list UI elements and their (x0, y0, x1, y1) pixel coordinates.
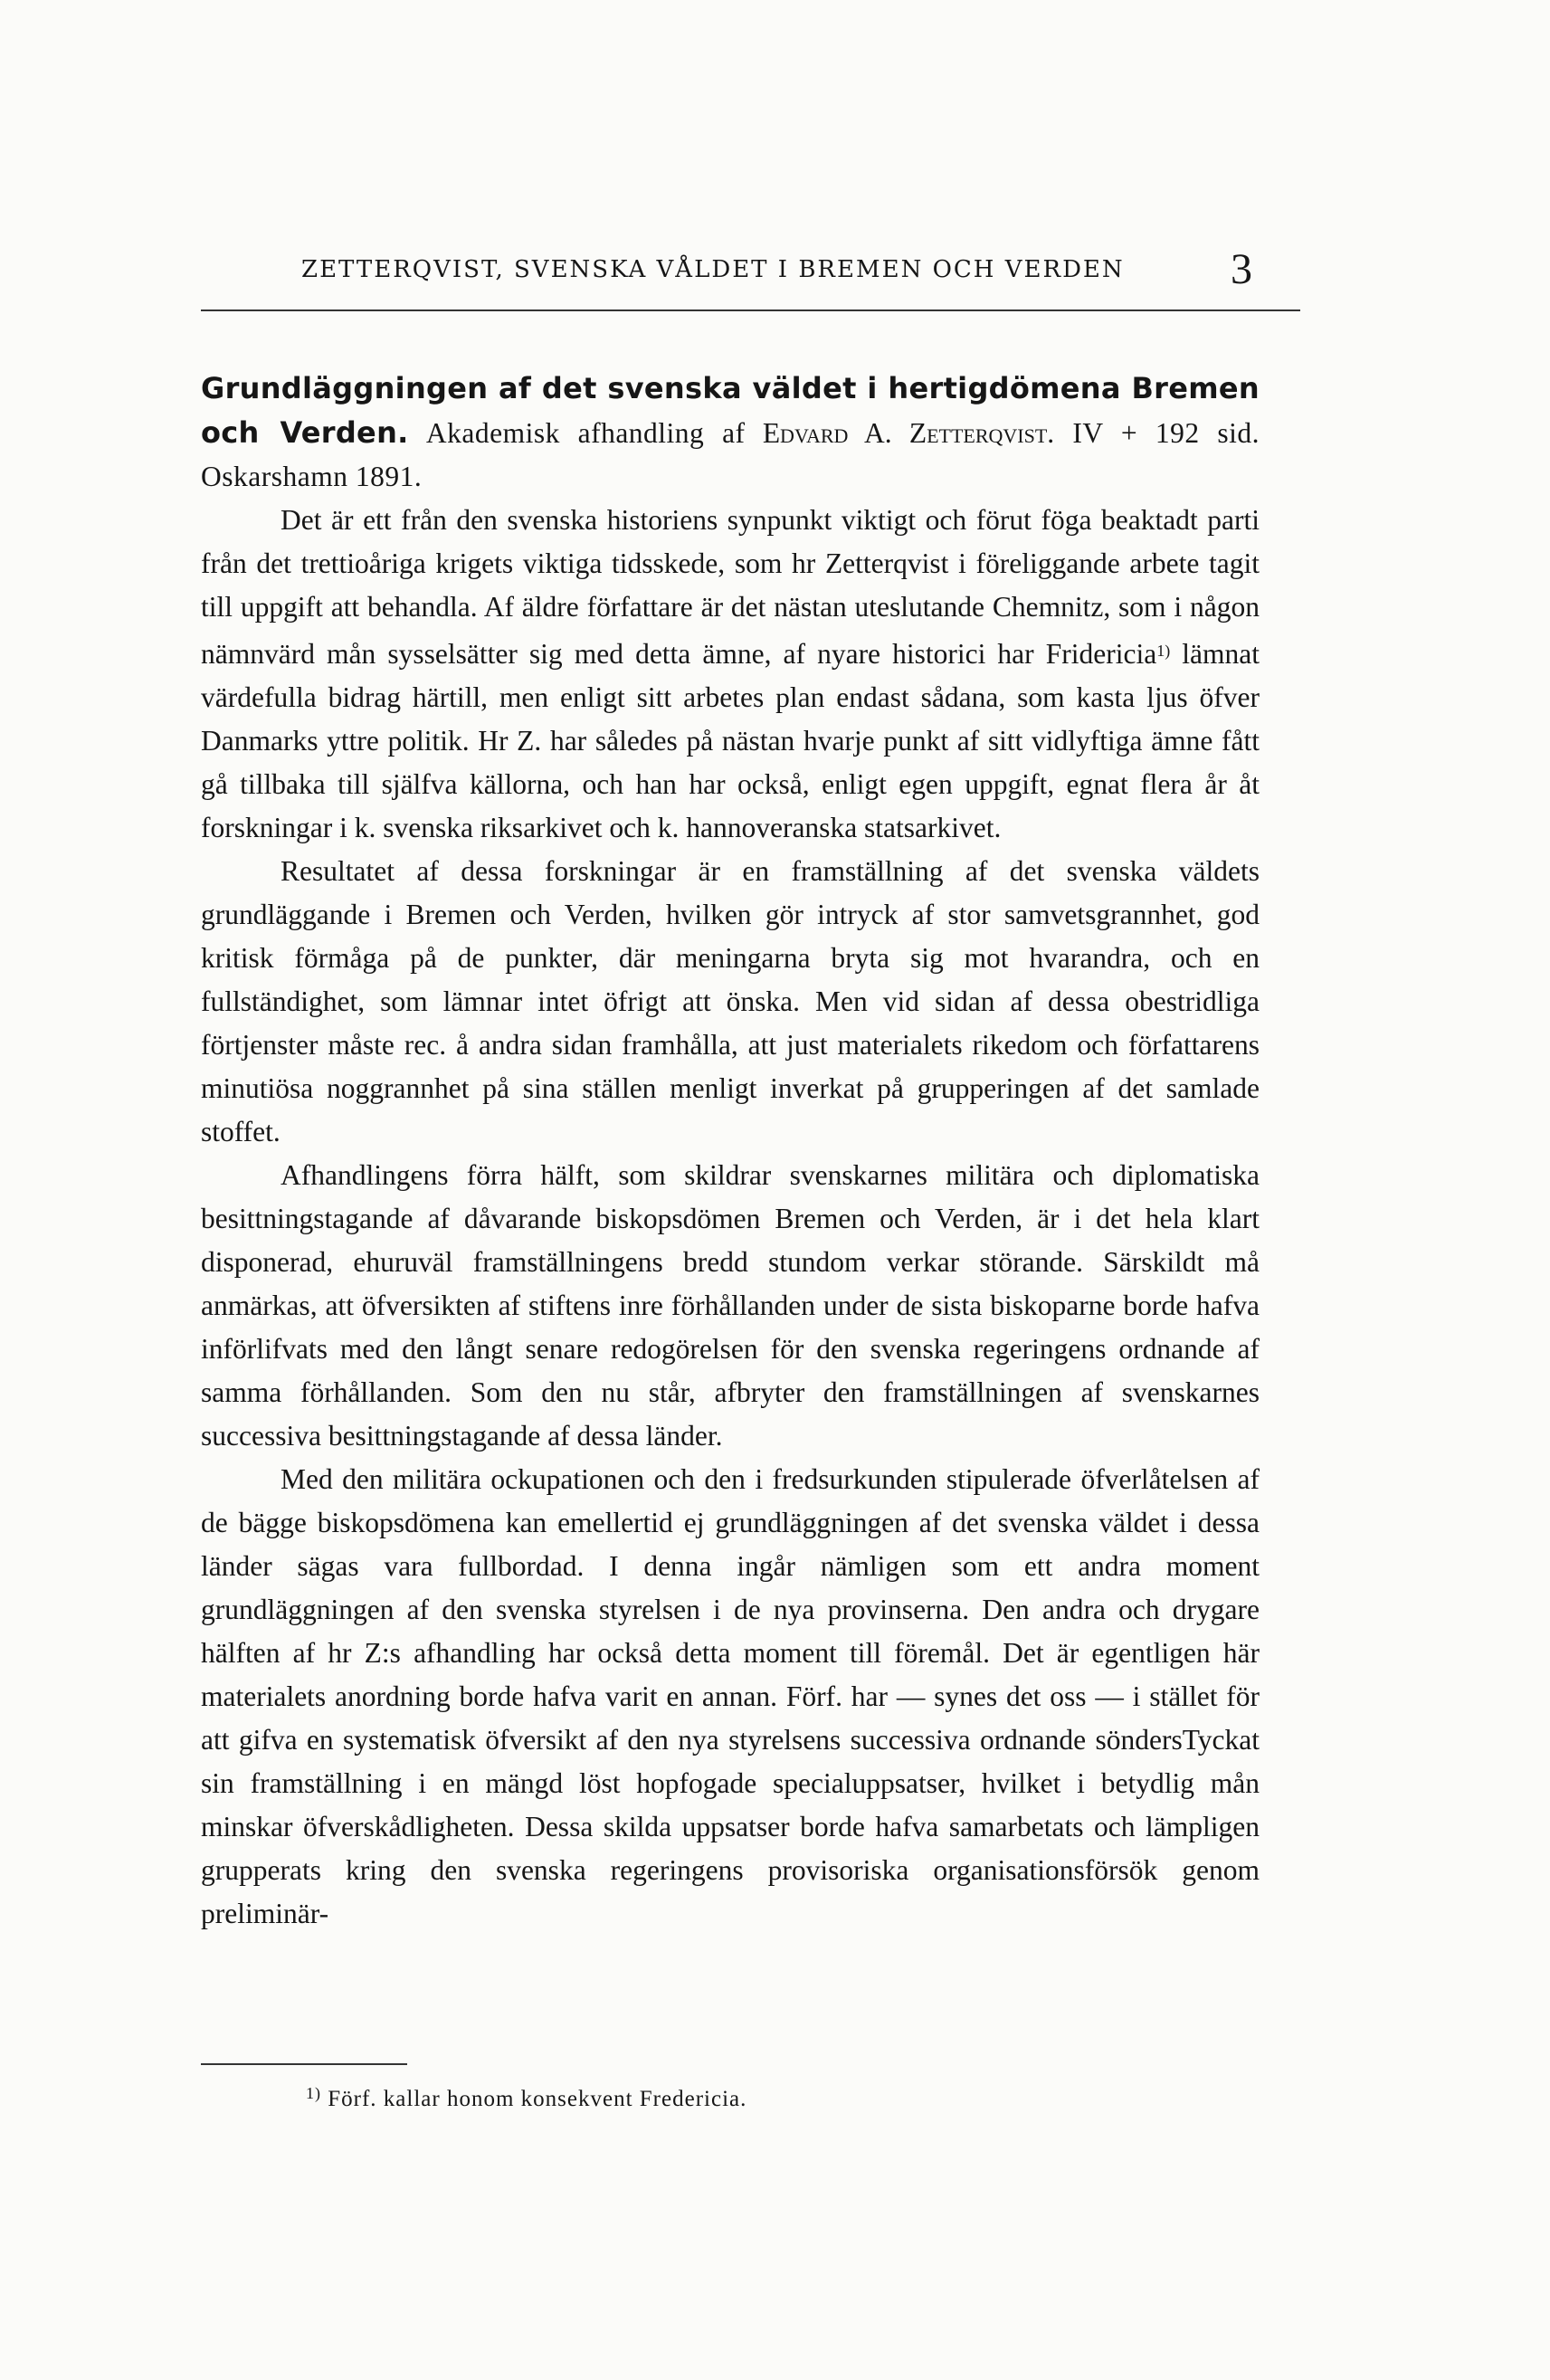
review-meta-post: . IV + 192 sid. Oskarshamn 1891. (201, 417, 1260, 492)
footnote-marker: 1) (306, 2084, 321, 2102)
paragraph-1 (201, 499, 1260, 850)
footnote-reference: 1) (1156, 642, 1171, 660)
footnote-rule (201, 2063, 407, 2065)
running-head: ZETTERQVIST, SVENSKA VÅLDET I BREMEN OCH VERDEN (301, 256, 1125, 283)
review-meta-pre: Akademisk afhandling af (425, 417, 746, 449)
body-text (201, 367, 1260, 1936)
review-author: Edvard A. Zetterqvist (762, 417, 1048, 449)
paragraph-1-text-a: Det är ett från den svenska historiens synpunkt viktigt och förut föga beaktadt parti från det trettioåriga krigets viktiga tidsskede, som hr Zetterqvist i föreliggande arbete tagit till uppgift att behandla. Af äldre författare är det nästan uteslutande Chemnitz, som i någon nämnvärd mån sysselsätter sig med detta ämne, af nyare historici har Fridericia (201, 504, 1260, 670)
page-number: 3 (1231, 245, 1252, 293)
paragraph-2: Resultatet af dessa forskningar är en framställning af det svenska väldets grundläggande i Bremen och Verden, hvilken gör intryck af stor samvetsgrannhet, god kritisk förmåga på de punkter, där meningarna bryta sig mot hvarandra, och en fullständighet, som lämnar intet öfrigt att önska. Men vid sidan af dessa obestridliga förtjenster måste rec. å andra sidan framhålla, att just materialets rikedom och författarens minutiösa noggrannhet på sina ställen menligt inverkat på grupperingen af det samlade stoffet. (201, 855, 1260, 1147)
review-heading (201, 367, 1260, 499)
paragraph-1-text-b: lämnat värdefulla bidrag härtill, men enligt sitt arbetes plan endast sådana, som kasta ljus öfver Danmarks yttre politik. Hr Z. har således på nästan hvarje punkt af sitt vidlyftiga ämne fått gå tillbaka till själfva källorna, och han har också, enligt egen uppgift, egnat flera år åt forskningar i k. svenska riksarkivet och k. hannoveranska statsarkivet. (201, 638, 1260, 843)
review-title: Grundläggningen af det svenska väldet i hertigdömena Bremen och Verden. (201, 371, 1260, 450)
footnote (306, 2084, 1211, 2112)
header-rule (201, 309, 1300, 311)
footnote-text: Förf. kallar honom konsekvent Fredericia. (328, 2087, 747, 2111)
paragraph-3: Afhandlingens förra hälft, som skildrar svenskarnes militära och diplomatiska besittningstagande af dåvarande biskopsdömen Bremen och Verden, är i det hela klart disponerad, ehuruväl framställningens bredd stundom verkar störande. Särskildt må anmärkas, att öfversikten af stiftens inre förhållanden under de sista biskoparne borde hafva införlifvats med den långt senare redogörelsen för den svenska regeringens ordnande af samma förhållanden. Som den nu står, afbryter den framställningen af svenskarnes successiva besittningstagande af dessa länder. (201, 1159, 1260, 1452)
paragraph-4: Med den militära ockupationen och den i fredsurkunden stipulerade öfverlåtelsen af de bägge biskopsdömena kan emellertid ej grundläggningen af det svenska väldet i dessa länder sägas vara fullbordad. I denna ingår nämligen som ett andra moment grundläggningen af den svenska styrelsen i de nya provinserna. Den andra och drygare hälften af hr Z:s afhandling har också detta moment till föremål. Det är egentligen här materialets anordning borde hafva varit en annan. Förf. har — synes det oss — i stället för att gifva en systematisk öfversikt af den nya styrelsens successiva ordnande söndersTyckat sin framställning i en mängd löst hopfogade specialuppsatser, hvilket i betydlig mån minskar öfverskådligheten. Dessa skilda uppsatser borde hafva samarbetats och lämpligen grupperats kring den svenska regeringens provisoriska organisationsförsök genom preliminär- (201, 1463, 1260, 1929)
